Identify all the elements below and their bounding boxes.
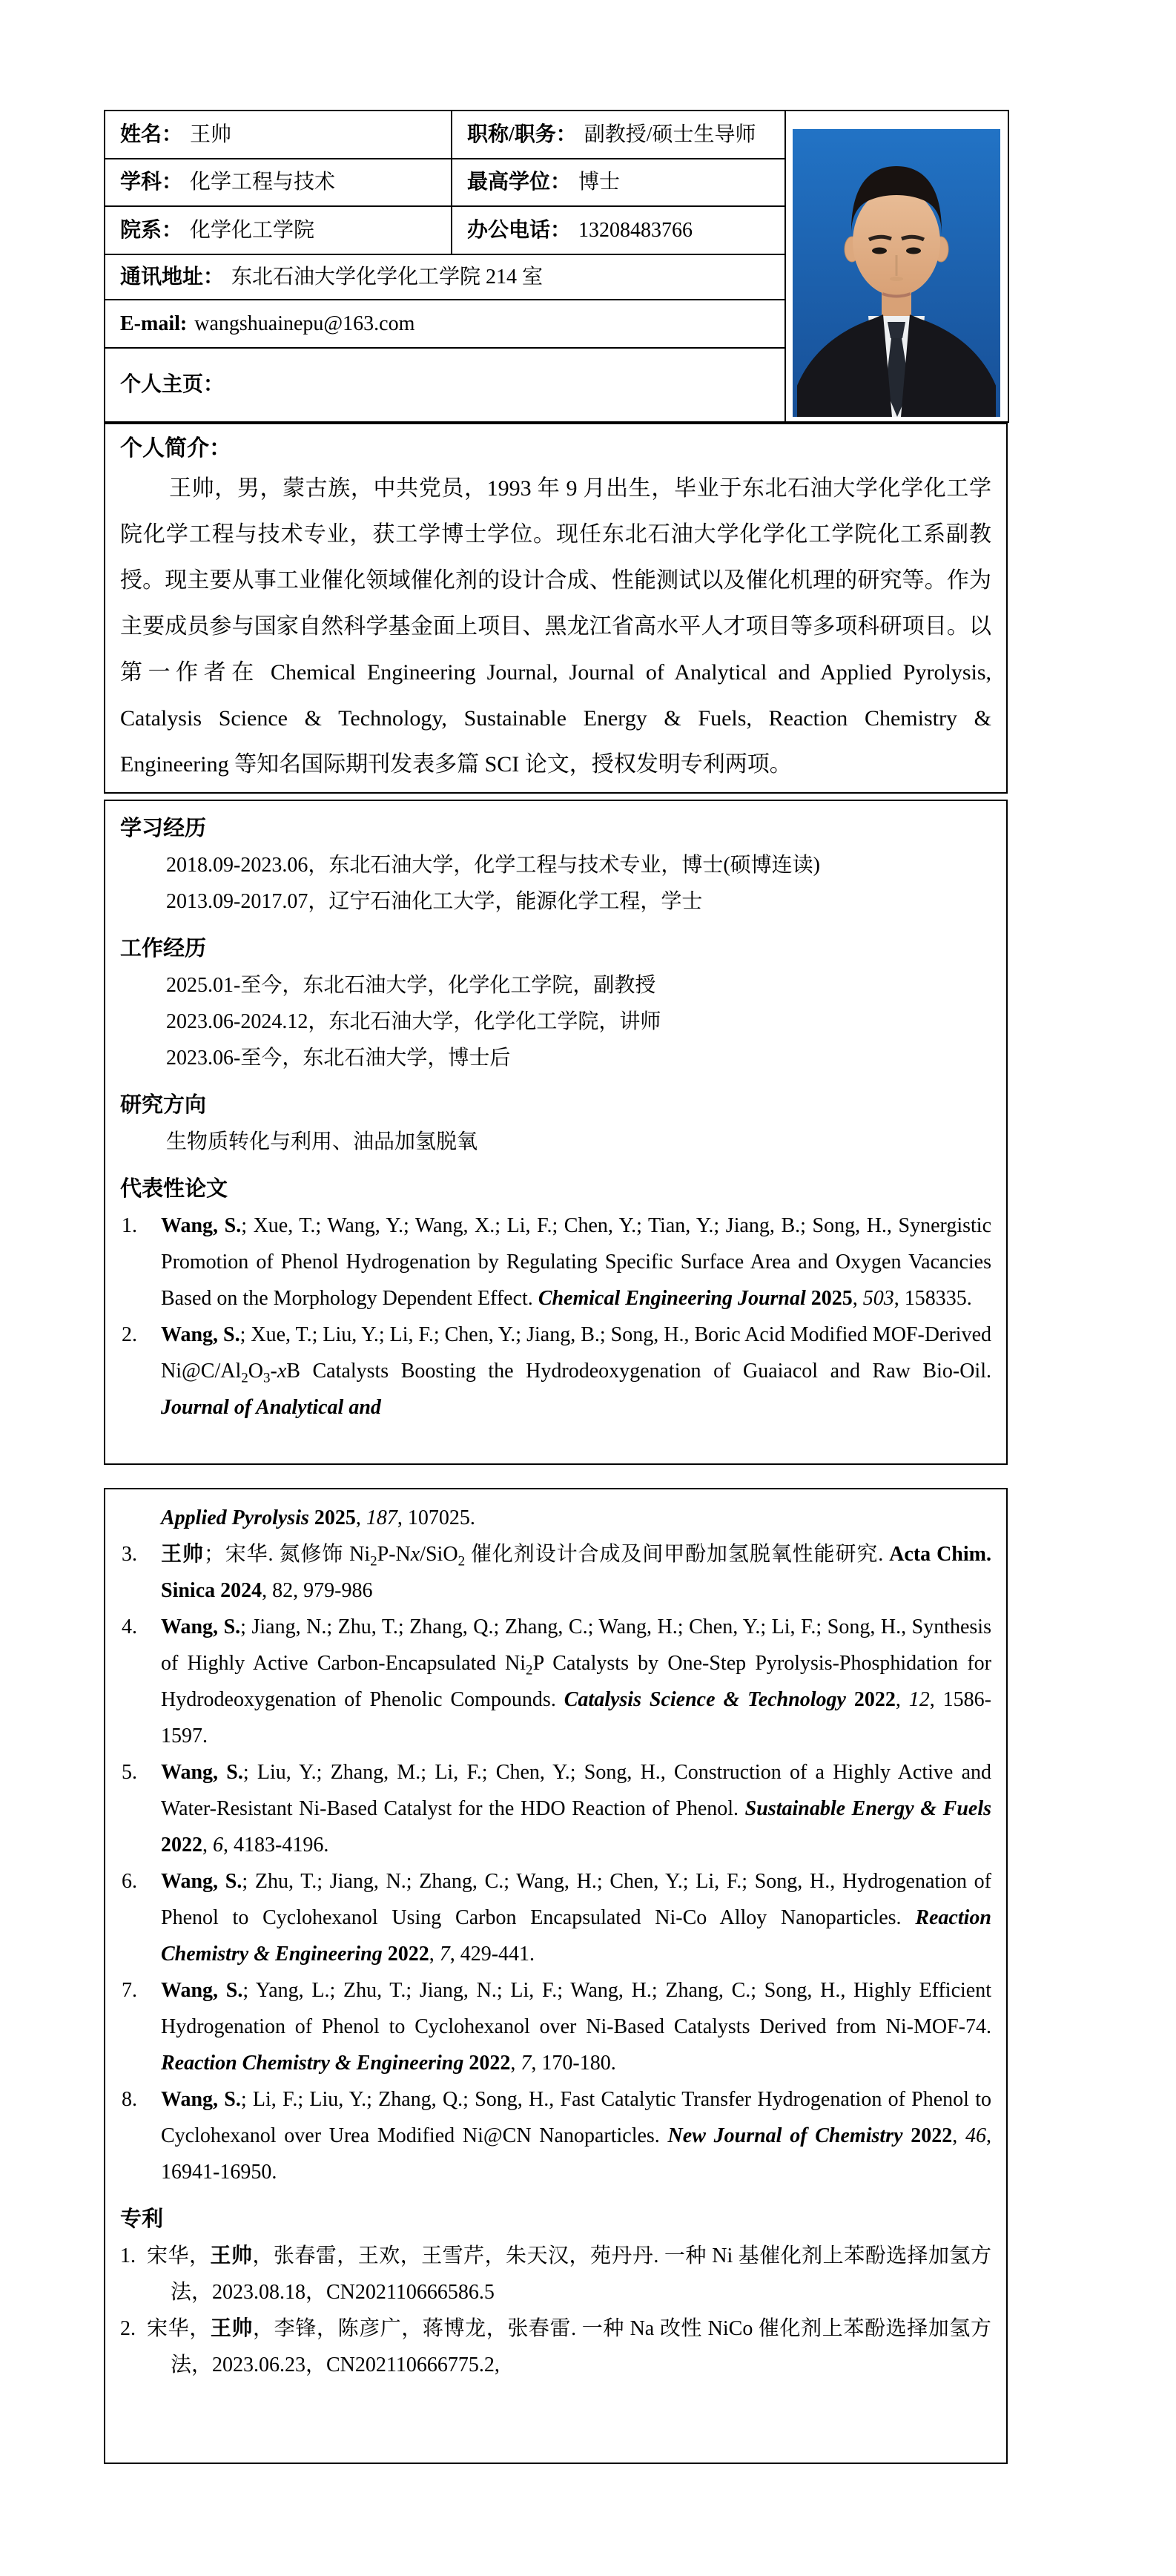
patent-text: 宋华，王帅，李锋，陈彦广，蒋博龙，张春雷. 一种 Na 改性 NiCo 催化剂上苯酚选择加氢方法，2023.06.23，CN202110666775.2, [147,2317,991,2376]
patent-item [105,2238,1006,2310]
education-item: 2013.09-2017.07，辽宁石油化工大学，能源化学工程，学士 [166,890,703,913]
section-intro [104,423,1008,794]
paper-item [105,1536,1006,1609]
field-title-label: 职称/职务： [467,122,577,146]
field-address-value: 东北石油大学化学化工学院 214 室 [231,265,544,289]
field-degree [452,159,785,206]
field-email-value: wangshuainepu@163.com [194,312,415,335]
paper-number: 3. [122,1543,137,1566]
field-name [105,111,452,159]
field-address [105,254,785,300]
field-degree-value: 博士 [578,171,621,194]
paper-text: Wang, S.; Liu, Y.; Zhang, M.; Li, F.; Chen, Y.; Song, H., Construction of a Highly Active and Water-Resistant Ni-Based Catalyst for the HDO Reaction of Phenol. Sustainable Energy & Fuels 2022, 6, 4183-4196. [161,1761,992,1857]
field-name-label: 姓名： [120,122,183,146]
patents-heading: 专利 [120,2207,164,2231]
field-phone-label: 办公电话： [467,218,572,242]
work-item: 2023.06-2024.12，东北石油大学，化学化工学院，讲师 [166,1010,661,1033]
papers-heading: 代表性论文 [120,1177,228,1201]
education-heading: 学习经历 [120,817,207,840]
paper-item [105,1317,1006,1426]
page-box-1 [104,800,1008,1465]
field-discipline-label: 学科： [120,171,183,194]
paper-text: 王帅；宋华. 氮修饰 $Ni_2P-Nx/SiO_2$ 催化剂设计合成及间甲酚加氢脱氧性能研究. Acta Chim. Sinica 2024, 82, 979-986 [161,1543,991,1602]
field-department-value: 化学化工学院 [190,218,315,242]
field-discipline-value: 化学工程与技术 [190,171,336,194]
field-title [452,111,785,159]
intro-paragraph: 王帅，男，蒙古族，中共党员，1993 年 9 月出生，毕业于东北石油大学化学化工学院化学工程与技术专业，获工学博士学位。现任东北石油大学化学化工学院化工系副教授。现主要从事工业催化领域催化剂的设计合成、性能测试以及催化机理的研究等。作为主要成员参与国家自然科学基金面上项目、黑龙江省高水平人才项目等多项科研项目。以第一作者在 Chemical Engineering Journal, Journal of Analytical and Applied Pyrolysis, Catalysis Science & Technology, Sustainable Energy & Fuels, Reaction Chemistry & Engineering 等知名国际期刊发表多篇 SCI 论文，授权发明专利两项。 [120,476,991,777]
paper-item [105,1208,1006,1317]
paper-text: Wang, S.; Yang, L.; Zhu, T.; Jiang, N.; Li, F.; Wang, H.; Zhang, C.; Song, H., Highly Efficient Hydrogenation of Phenol to Cyclohexanol over Ni-Based Catalysts Derived from Ni-MOF-74. Reaction Chemistry & Engineering 2022, 7, 170-180. [161,1979,991,2075]
field-phone-value: 13208483766 [578,218,693,242]
paper-text: Wang, S.; Zhu, T.; Jiang, N.; Zhang, C.; Wang, H.; Chen, Y.; Li, F.; Song, H., Hydrogenation of Phenol to Cyclohexanol Using Carbon Encapsulated Ni-Co Alloy Nanoparticles. Reaction Chemistry & Engineering 2022, 7, 429-441. [161,1870,991,1966]
field-title-value: 副教授/硕士生导师 [584,122,756,146]
education-item: 2018.09-2023.06，东北石油大学，化学工程与技术专业，博士(硕博连读) [166,854,820,877]
patent-item [105,2310,1006,2383]
paper-text: Wang, S.; Jiang, N.; Zhu, T.; Zhang, Q.; Zhang, C.; Wang, H.; Chen, Y.; Li, F.; Song, H., Synthesis of Highly Active Carbon-Encapsulated $Ni_2P$ Catalysts by One-Step Pyrolysis-Phosphidation for Hydrodeoxygenation of Phenolic Compounds. Catalysis Science & Technology 2022, 12, 1586-1597. [161,1615,991,1747]
research-item: 生物质转化与利用、油品加氢脱氧 [166,1130,478,1153]
paper-number: 8. [122,2088,137,2111]
papers-list [105,1208,1006,1426]
page-box-2 [104,1488,1008,2464]
work-heading: 工作经历 [120,937,207,961]
field-homepage-label: 个人主页： [120,373,225,397]
field-email-label: E-mail: [120,312,188,335]
paper-text: Wang, S.; Xue, T.; Wang, Y.; Wang, X.; Li, F.; Chen, Y.; Tian, Y.; Jiang, B.; Song, H., Synergistic Promotion of Phenol Hydrogenation by Regulating Specific Surface Area and Oxygen Vacancies Based on the Morphology Dependent Effect. Chemical Engineering Journal 2025, 503, 158335. [161,1214,991,1310]
field-degree-label: 最高学位： [467,171,572,194]
patent-number: 2. [120,2317,136,2340]
profile-photo [793,129,1000,417]
paper-number: 5. [122,1761,137,1784]
paper-item [105,1972,1006,2081]
patent-number: 1. [120,2244,136,2267]
paper-number: 6. [122,1870,137,1893]
work-item: 2023.06-至今，东北石油大学，博士后 [166,1047,511,1070]
paper-item [105,1754,1006,1863]
field-name-value: 王帅 [190,122,232,146]
field-phone [452,206,785,254]
work-item: 2025.01-至今，东北石油大学，化学化工学院，副教授 [166,974,656,997]
photo-cell [785,111,1008,422]
field-discipline [105,159,452,206]
papers-list [105,1536,1006,2190]
paper-number: 2. [122,1323,137,1346]
patents-list [105,2238,1006,2383]
field-email [105,300,785,348]
research-heading: 研究方向 [120,1093,207,1117]
field-department [105,206,452,254]
paper-item [105,2081,1006,2190]
paper-item [105,1863,1006,1972]
field-address-label: 通讯地址： [120,265,225,289]
table-row [105,111,1008,159]
paper-text: Wang, S.; Xue, T.; Liu, Y.; Li, F.; Chen, Y.; Jiang, B.; Song, H., Boric Acid Modified MOF-Derived $Ni@C/Al_2O_3-xB$ Catalysts Boosting the Hydrodeoxygenation of Guaiacol and Raw Bio-Oil. Journal of Analytical and [161,1323,991,1419]
paper-item [105,1609,1006,1754]
field-department-label: 院系： [120,218,183,242]
field-homepage [105,348,785,422]
patent-text: 宋华，王帅，张春雷，王欢，王雪芹，朱天汉，苑丹丹. 一种 Ni 基催化剂上苯酚选择加氢方法，2023.08.18，CN202110666586.5 [147,2244,991,2304]
info-table [104,110,1009,423]
paper-number: 1. [122,1214,137,1237]
paper-text: Wang, S.; Li, F.; Liu, Y.; Zhang, Q.; Song, H., Fast Catalytic Transfer Hydrogenation of Phenol to Cyclohexanol over Urea Modified Ni@CN Nanoparticles. New Journal of Chemistry 2022, 46, 16941-16950. [161,2088,991,2184]
paper-number: 7. [122,1979,137,2002]
intro-heading: 个人简介： [120,436,231,461]
paper-continuation: Applied Pyrolysis 2025, 187, 107025. [161,1506,475,1529]
paper-number: 4. [122,1615,137,1638]
